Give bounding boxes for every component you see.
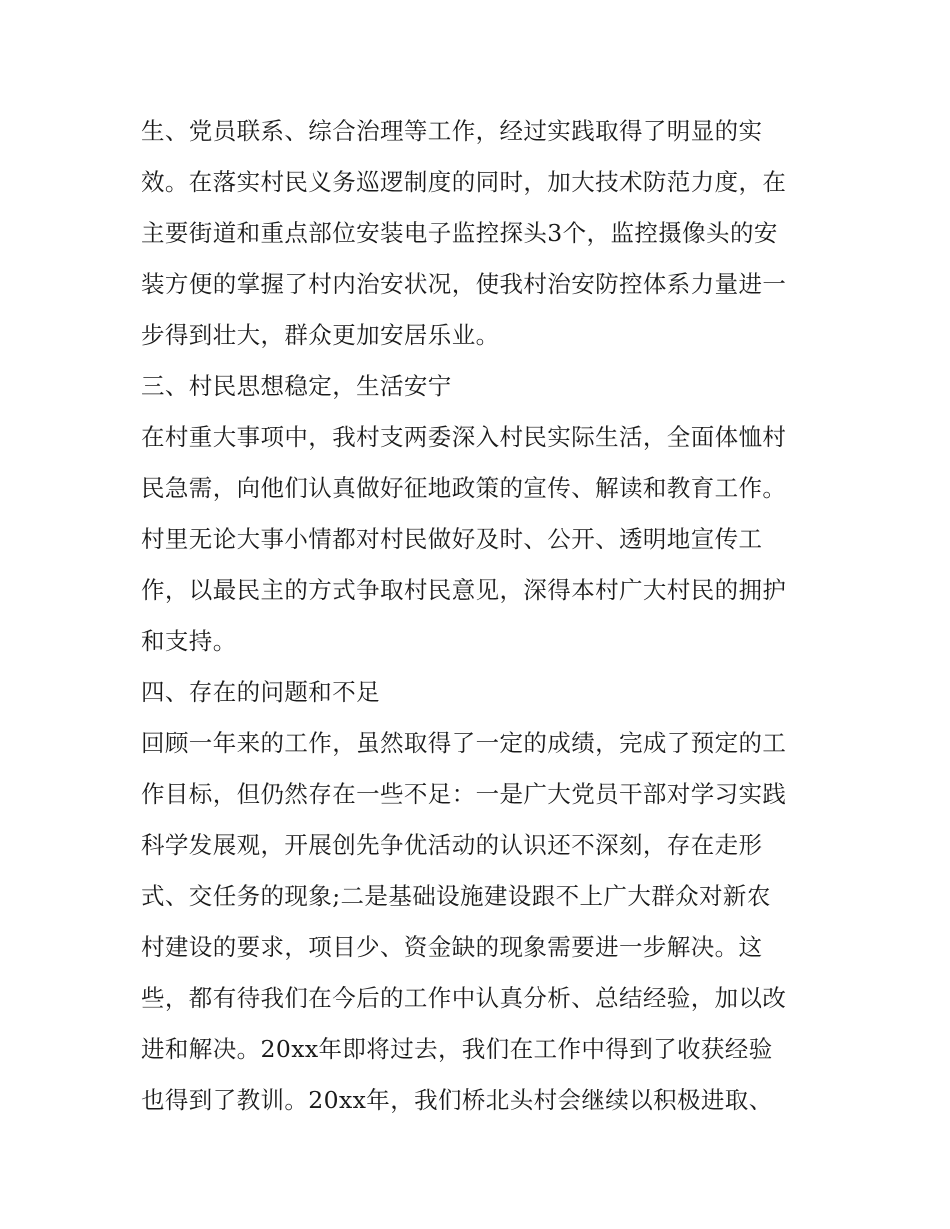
paragraph-line: 村里无论大事小情都对村民做好及时、公开、透明地宣传工	[141, 525, 763, 553]
paragraph-line: 民急需，向他们认真做好征地政策的宣传、解读和教育工作。	[141, 474, 787, 502]
paragraph-line: 主要街道和重点部位安装电子监控探头3个，监控摄像头的安	[141, 219, 778, 247]
paragraph-line: 些，都有待我们在今后的工作中认真分析、总结经验，加以改	[141, 984, 787, 1012]
paragraph-line: 作目标，但仍然存在一些不足：一是广大党员干部对学习实践	[141, 780, 787, 808]
paragraph-line: 式、交任务的现象;二是基础设施建设跟不上广大群众对新农	[141, 882, 771, 910]
document-body	[141, 106, 821, 1126]
section-heading: 三、村民思想稳定，生活安宁	[141, 372, 452, 400]
paragraph-line: 也得到了教训。20xx年，我们桥北头村会继续以积极进取、	[141, 1086, 773, 1114]
paragraph-line: 步得到壮大，群众更加安居乐业。	[141, 321, 500, 349]
paragraph-line: 村建设的要求，项目少、资金缺的现象需要进一步解决。这	[141, 933, 763, 961]
paragraph-line: 作，以最民主的方式争取村民意见，深得本村广大村民的拥护	[141, 576, 787, 604]
paragraph-line: 生、党员联系、综合治理等工作，经过实践取得了明显的实	[141, 117, 763, 145]
paragraph-line: 和支持。	[141, 627, 237, 655]
paragraph-line: 在村重大事项中，我村支两委深入村民实际生活，全面体恤村	[141, 423, 787, 451]
paragraph-line: 效。在落实村民义务巡逻制度的同时，加大技术防范力度，在	[141, 168, 787, 196]
section-heading: 四、存在的问题和不足	[141, 678, 380, 706]
paragraph-line: 回顾一年来的工作，虽然取得了一定的成绩，完成了预定的工	[141, 729, 787, 757]
paragraph-line: 进和解决。20xx年即将过去，我们在工作中得到了收获经验	[141, 1035, 773, 1063]
paragraph-line: 装方便的掌握了村内治安状况，使我村治安防控体系力量进一	[141, 270, 787, 298]
paragraph-line: 科学发展观，开展创先争优活动的认识还不深刻，存在走形	[141, 831, 763, 859]
